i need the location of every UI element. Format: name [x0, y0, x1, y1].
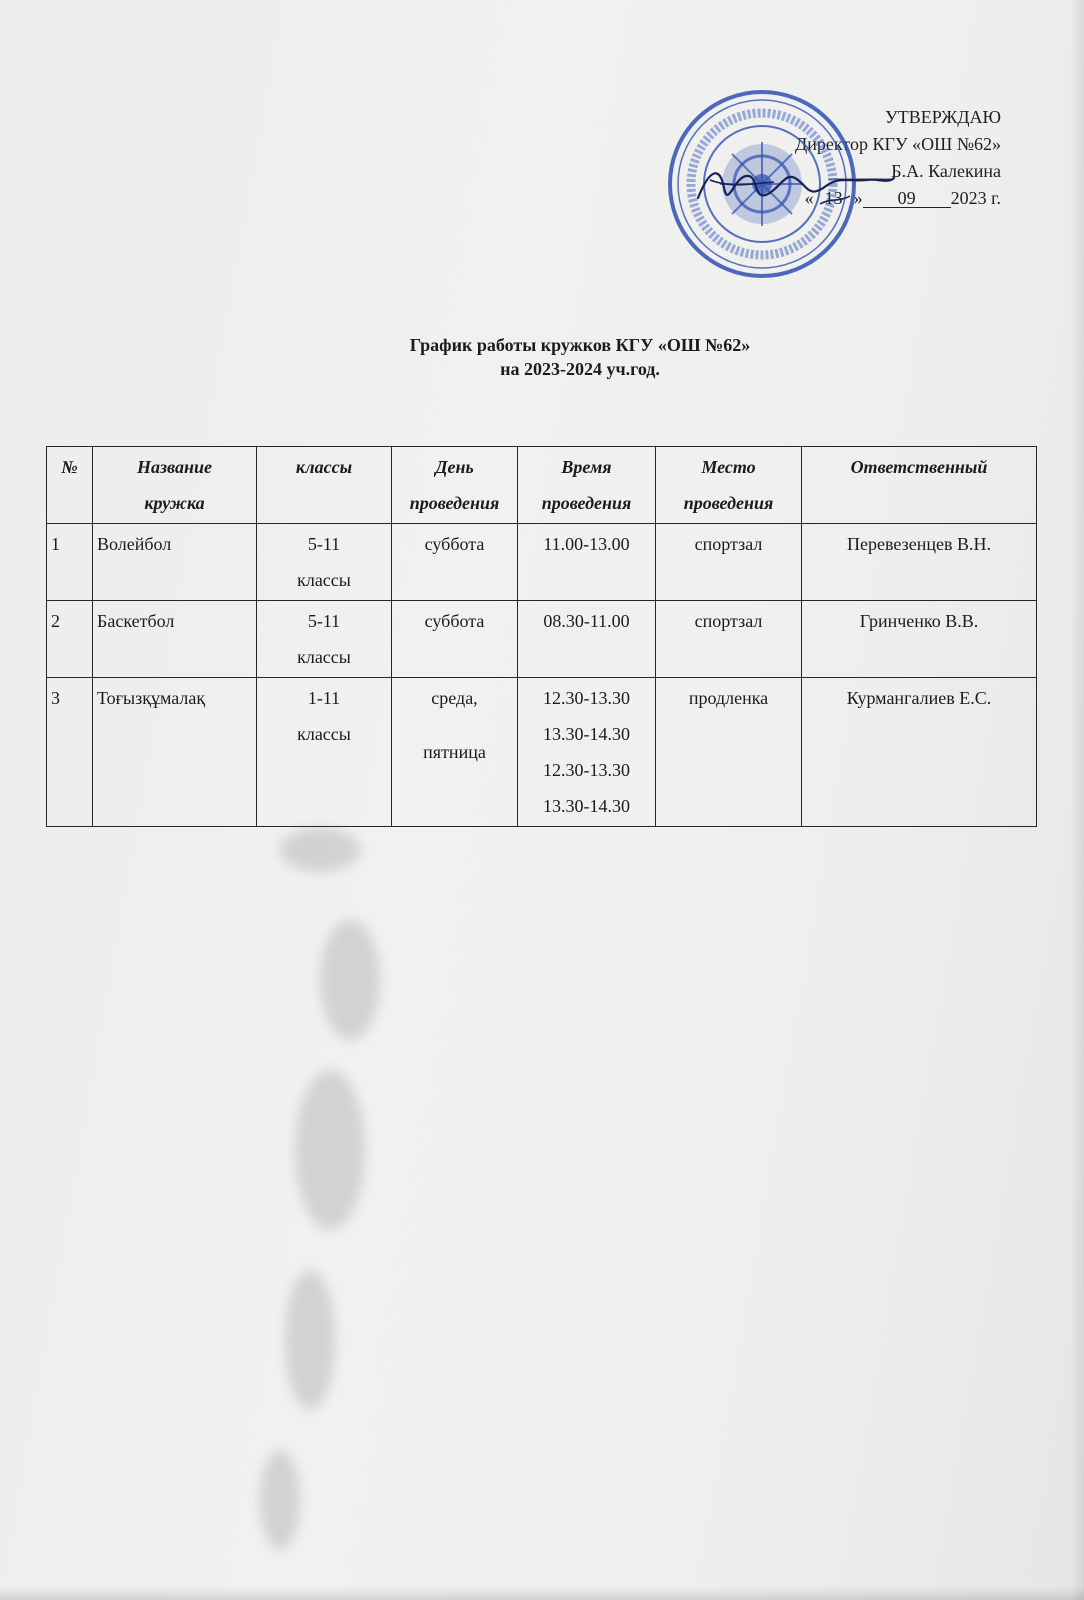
page-edge-shadow — [1070, 0, 1084, 1600]
header-place: Место проведения — [656, 447, 802, 524]
approval-date: « 13 » 09 2023 г. — [795, 185, 1001, 212]
row-num: 1 — [47, 524, 93, 601]
header-num: № — [47, 447, 93, 524]
row-day: суббота — [392, 524, 518, 601]
table-header-row — [47, 447, 1037, 524]
director-signature — [690, 158, 900, 220]
title-line-2: на 2023-2024 уч.год. — [500, 359, 660, 379]
approval-heading: УТВЕРЖДАЮ — [884, 107, 1001, 127]
title-line-1: График работы кружков КГУ «ОШ №62» — [409, 335, 751, 355]
approval-date-day: 13 — [824, 188, 843, 208]
row-place: продленка — [656, 678, 802, 827]
header-club-name: Название кружка — [93, 447, 257, 524]
approval-date-year: 2023 г. — [950, 188, 1001, 208]
header-grades: классы — [257, 447, 392, 524]
page-bottom-shadow — [0, 1586, 1084, 1600]
table-row — [47, 601, 1037, 678]
row-time: 08.30-11.00 — [518, 601, 656, 678]
approval-name-line: _______Б.А. Калекина — [828, 161, 1001, 181]
header-day: День проведения — [392, 447, 518, 524]
row-day: среда, пятница — [392, 678, 518, 827]
row-responsible: Курмангалиев Е.С. — [802, 678, 1037, 827]
row-grades: 1-11 классы — [257, 678, 392, 827]
row-day: суббота — [392, 601, 518, 678]
row-num: 2 — [47, 601, 93, 678]
row-num: 3 — [47, 678, 93, 827]
document-title — [0, 333, 1084, 381]
approval-position: Директор КГУ «ОШ №62» — [794, 134, 1001, 154]
row-club-name: Тоғызқұмалақ — [93, 678, 257, 827]
row-club-name: Баскетбол — [93, 601, 257, 678]
toner-smudge — [240, 820, 440, 1560]
row-time: 12.30-13.30 13.30-14.30 12.30-13.30 13.30-14.30 — [518, 678, 656, 827]
clubs-schedule-table — [46, 446, 1037, 827]
row-time: 11.00-13.00 — [518, 524, 656, 601]
row-responsible: Перевезенцев В.Н. — [802, 524, 1037, 601]
row-grades: 5-11 классы — [257, 524, 392, 601]
header-responsible: Ответственный — [802, 447, 1037, 524]
row-grades: 5-11 классы — [257, 601, 392, 678]
director-name: Б.А. Калекина — [891, 161, 1001, 181]
approval-date-month: 09 — [863, 189, 951, 208]
row-club-name: Волейбол — [93, 524, 257, 601]
row-responsible: Гринченко В.В. — [802, 601, 1037, 678]
header-time: Время проведения — [518, 447, 656, 524]
table-row — [47, 678, 1037, 827]
row-place: спортзал — [656, 524, 802, 601]
table-row — [47, 524, 1037, 601]
row-place: спортзал — [656, 601, 802, 678]
